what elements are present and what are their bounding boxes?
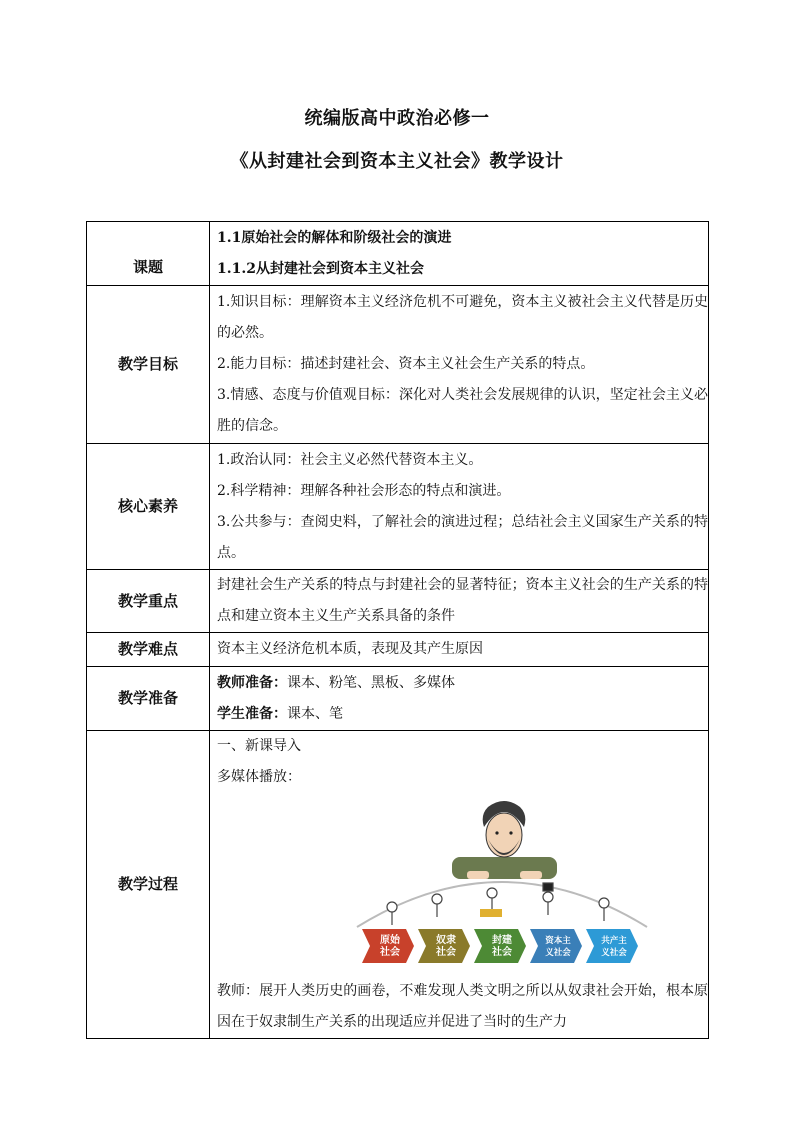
key-points-text: 封建社会生产关系的特点与封建社会的显著特征；资本主义社会的生产关系的特点和建立资本主义生产关系具备的条件 — [210, 570, 709, 633]
label-topic: 课题 — [87, 222, 210, 286]
lesson-plan-table — [86, 221, 709, 1039]
thinker-figure — [452, 801, 557, 879]
stage-label-5-part-2: 义社会 — [601, 948, 627, 958]
stage-label-3-part-2: 社会 — [492, 947, 512, 958]
topic-line1: 1.1原始社会的解体和阶级社会的演进 — [217, 229, 452, 246]
stage-label-5-part-1: 共产主 — [601, 936, 627, 946]
teacher-preparation-label: 教师准备： — [217, 674, 287, 691]
stage-label-1-part-2: 社会 — [380, 947, 400, 958]
label-objectives: 教学目标 — [87, 286, 210, 444]
literacy-item-2: 2.科学精神：理解各种社会形态的特点和演进。 — [217, 482, 511, 499]
teacher-preparation-text: 课本、粉笔、黑板、多媒体 — [287, 674, 455, 691]
literacy-item-1: 1.政治认同：社会主义必然代替资本主义。 — [217, 451, 483, 468]
objective-item-1: 1.知识目标：理解资本主义经济危机不可避免，资本主义被社会主义代替是历史的必然。 — [217, 294, 708, 341]
preparation-content — [210, 667, 709, 731]
process-teacher-text: 教师：展开人类历史的画卷，不难发现人类文明之所以从奴隶社会开始，根本原因在于奴隶制生产关系的出现适应并促进了当时的生产力 — [217, 983, 708, 1030]
objective-item-2: 2.能力目标：描述封建社会、资本主义社会生产关系的特点。 — [217, 356, 595, 372]
student-preparation-text: 课本、笔 — [287, 705, 343, 722]
topic-content — [210, 222, 709, 286]
row-objectives — [87, 286, 709, 444]
objective-item-3: 3.情感、态度与价值观目标：深化对人类社会发展规律的认识，坚定社会主义必胜的信念。 — [217, 387, 708, 434]
topic-line2: 1.1.2从封建社会到资本主义社会 — [217, 260, 424, 277]
row-preparation — [87, 667, 709, 731]
literacy-content — [210, 444, 709, 570]
label-preparation: 教学准备 — [87, 667, 210, 731]
illustration-svg — [352, 797, 652, 972]
document-title-line1: 统编版高中政治必修一 — [304, 108, 490, 129]
row-difficulties — [87, 633, 709, 667]
literacy-item-3: 3.公共参与：查阅史料，了解社会的演进过程；总结社会主义国家生产关系的特点。 — [217, 513, 708, 561]
teacher-preparation — [217, 668, 708, 699]
row-topic — [87, 222, 709, 286]
stage-label-4-part-2: 义社会 — [545, 948, 571, 958]
label-process: 教学过程 — [87, 731, 210, 1039]
stage-label-3-part-1: 封建 — [492, 935, 512, 946]
process-content — [210, 731, 709, 1039]
student-preparation-label: 学生准备： — [217, 705, 287, 722]
process-media-label: 多媒体播放： — [217, 769, 301, 785]
row-process — [87, 731, 709, 1039]
label-difficulties: 教学难点 — [87, 633, 210, 667]
stage-label-2-part-2: 社会 — [436, 947, 456, 958]
label-key-points: 教学重点 — [87, 570, 210, 633]
stage-label-2-part-1: 奴隶 — [436, 935, 456, 946]
process-section-heading: 一、新课导入 — [217, 738, 301, 754]
label-literacy: 核心素养 — [87, 444, 210, 570]
objectives-content — [210, 286, 709, 444]
stage-arrows — [362, 929, 638, 963]
difficulties-text: 资本主义经济危机本质，表现及其产生原因 — [210, 633, 709, 667]
stage-label-1-part-1: 原始 — [380, 935, 400, 946]
social-evolution-illustration — [352, 797, 652, 972]
row-key-points — [87, 570, 709, 633]
document-title-line2: 《从封建社会到资本主义社会》教学设计 — [230, 151, 564, 172]
student-preparation — [217, 699, 708, 730]
stage-label-4-part-1: 资本主 — [545, 936, 571, 946]
row-literacy — [87, 444, 709, 570]
